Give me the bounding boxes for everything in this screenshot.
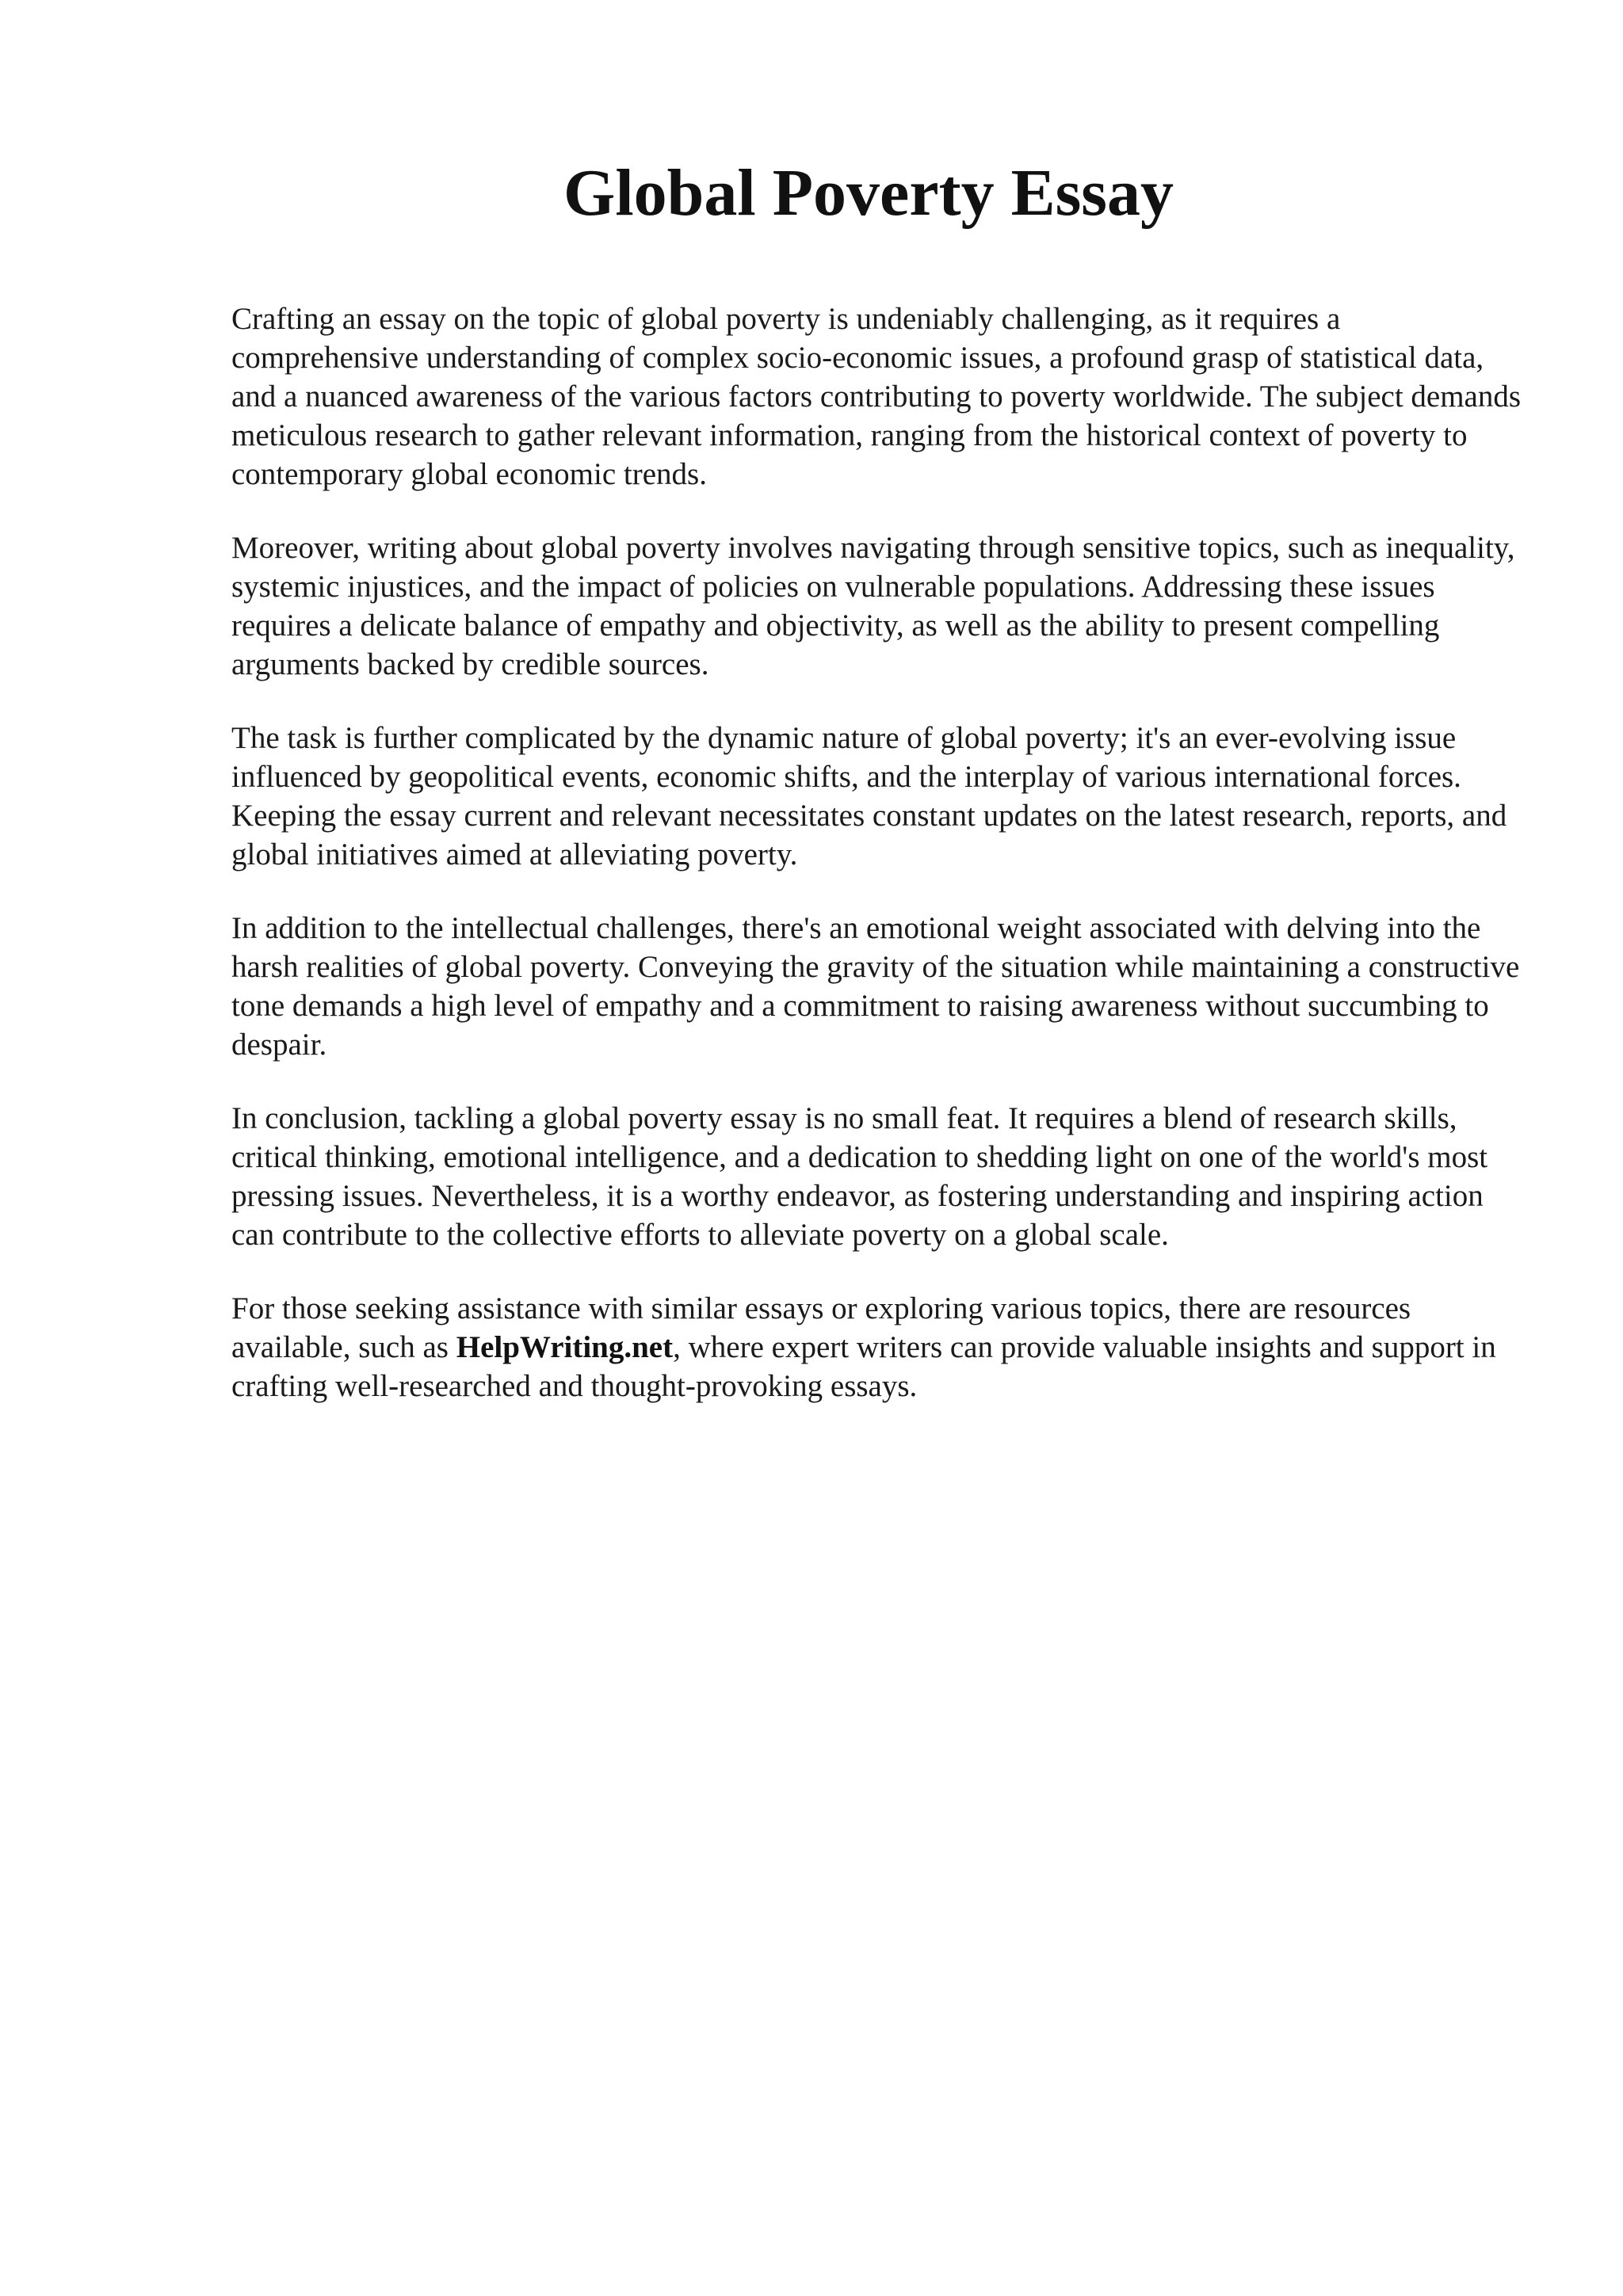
closing-paragraph xyxy=(231,1289,1531,1405)
page-title: Global Poverty Essay xyxy=(563,156,1174,230)
paragraph-3: The task is further complicated by the dynamic nature of global poverty; it's an ever-evolving issue influenced by geopolitical events, economic shifts, and the interplay of various international forces. Keeping the essay current and relevant necessitates constant updates on the latest research, reports, and global initiatives aimed at alleviating poverty. xyxy=(231,721,1507,871)
closing-text-after: , where expert writers can provide valuable insights and support in crafting well-researched and thought-provoking essays. xyxy=(231,1330,1496,1403)
closing-text-before: For those seeking assistance with similar essays or exploring various topics, there are resources available, such as xyxy=(231,1291,1411,1364)
paragraph-2: Moreover, writing about global poverty involves navigating through sensitive topics, such as inequality, systemic injustices, and the impact of policies on vulnerable populations. Addressing these issues requires a delicate balance of empathy and objectivity, as well as the ability to present compelling arguments backed by credible sources. xyxy=(231,531,1515,681)
essay-body xyxy=(231,299,1531,1440)
paragraph-4: In addition to the intellectual challenges, there's an emotional weight associated with delving into the harsh realities of global poverty. Conveying the gravity of the situation while maintaining a constructive tone demands a high level of empathy and a commitment to raising awareness without succumbing to despair. xyxy=(231,911,1520,1062)
helpwriting-link[interactable]: HelpWriting.net xyxy=(456,1330,674,1364)
paragraph-1: Crafting an essay on the topic of global poverty is undeniably challenging, as it requires a comprehensive understanding of complex socio-economic issues, a profound grasp of statistical data, and a nuanced awareness of the various factors contributing to poverty worldwide. The subject demands meticulous research to gather relevant information, ranging from the historical context of poverty to contemporary global economic trends. xyxy=(231,302,1522,491)
paragraph-5: In conclusion, tackling a global poverty essay is no small feat. It requires a blend of research skills, critical thinking, emotional intelligence, and a dedication to shedding light on one of the world's most pressing issues. Nevertheless, it is a worthy endeavor, as fostering understanding and inspiring action can contribute to the collective efforts to alleviate poverty on a global scale. xyxy=(231,1101,1488,1252)
